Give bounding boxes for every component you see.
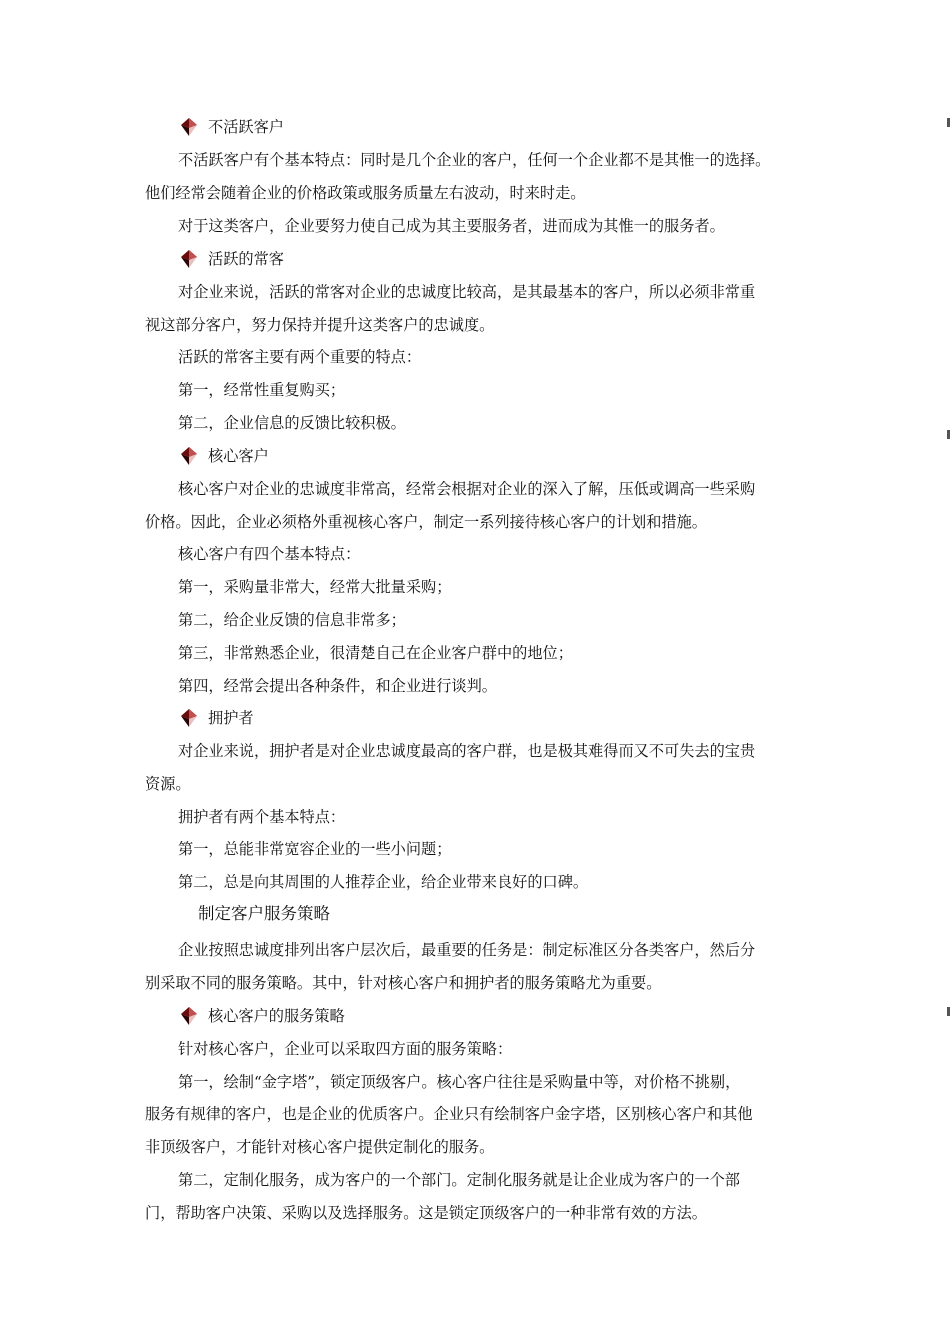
subheading-text: 核心客户 (208, 447, 269, 465)
paragraph-line: 第三，非常熟悉企业，很清楚自己在企业客户群中的地位； (178, 644, 573, 662)
paragraph-line: 不活跃客户有个基本特点：同时是几个企业的客户，任何一个企业都不是其惟一的选择。 (178, 151, 771, 169)
paragraph-line: 第一，绘制“金字塔”，锁定顶级客户。核心客户往往是采购量中等，对价格不挑剔， (178, 1073, 741, 1091)
diamond-bullet-icon (180, 708, 198, 728)
paragraph-line: 第二，总是向其周围的人推荐企业，给企业带来良好的口碑。 (178, 873, 589, 891)
paragraph-line: 第二，给企业反馈的信息非常多； (178, 611, 406, 629)
paragraph-line: 第一，采购量非常大，经常大批量采购； (178, 578, 452, 596)
paragraph-line: 企业按照忠诚度排列出客户层次后，最重要的任务是：制定标准区分各类客户，然后分 (178, 941, 756, 959)
paragraph-line: 门，帮助客户决策、采购以及选择服务。这是锁定顶级客户的一种非常有效的方法。 (145, 1204, 707, 1222)
paragraph-line: 对于这类客户，企业要努力使自己成为其主要服务者，进而成为其惟一的服务者。 (178, 217, 725, 235)
subheading-text: 拥护者 (208, 709, 254, 727)
subheading-text: 活跃的常客 (208, 250, 284, 268)
paragraph-line: 别采取不同的服务策略。其中，针对核心客户和拥护者的服务策略尤为重要。 (145, 974, 662, 992)
diamond-bullet-icon (180, 446, 198, 466)
paragraph-line: 拥护者有两个基本特点： (178, 808, 346, 826)
paragraph-line: 对企业来说，活跃的常客对企业的忠诚度比较高，是其最基本的客户，所以必须非常重 (178, 283, 756, 301)
section-title: 制定客户服务策略 (198, 904, 330, 923)
subheading-text: 不活跃客户 (208, 118, 284, 136)
diamond-bullet-icon (180, 117, 198, 137)
paragraph-line: 第一，总能非常宽容企业的一些小问题； (178, 840, 452, 858)
paragraph-line: 第四，经常会提出各种条件，和企业进行谈判。 (178, 677, 497, 695)
paragraph-line: 活跃的常客主要有两个重要的特点： (178, 348, 421, 366)
diamond-bullet-icon (180, 249, 198, 269)
paragraph-line: 视这部分客户，努力保持并提升这类客户的忠诚度。 (145, 316, 495, 334)
paragraph-line: 核心客户对企业的忠诚度非常高，经常会根据对企业的深入了解，压低或调高一些采购 (178, 480, 756, 498)
paragraph-line: 他们经常会随着企业的价格政策或服务质量左右波动，时来时走。 (145, 184, 586, 202)
paragraph-line: 针对核心客户，企业可以采取四方面的服务策略： (178, 1040, 513, 1058)
paragraph-line: 第二，定制化服务，成为客户的一个部门。定制化服务就是让企业成为客户的一个部 (178, 1171, 740, 1189)
paragraph-line: 第一，经常性重复购买； (178, 381, 346, 399)
subheading-text: 核心客户的服务策略 (208, 1007, 345, 1025)
paragraph-line: 对企业来说，拥护者是对企业忠诚度最高的客户群，也是极其难得而又不可失去的宝贵 (178, 742, 756, 760)
paragraph-line: 价格。因此，企业必须格外重视核心客户，制定一系列接待核心客户的计划和措施。 (145, 513, 707, 531)
paragraph-line: 第二，企业信息的反馈比较积极。 (178, 414, 406, 432)
paragraph-line: 服务有规律的客户，也是企业的优质客户。企业只有绘制客户金字塔，区别核心客户和其他 (145, 1105, 753, 1123)
paragraph-line: 资源。 (145, 775, 191, 793)
paragraph-line: 非顶级客户，才能针对核心客户提供定制化的服务。 (145, 1138, 495, 1156)
paragraph-line: 核心客户有四个基本特点： (178, 545, 361, 563)
diamond-bullet-icon (180, 1006, 198, 1026)
